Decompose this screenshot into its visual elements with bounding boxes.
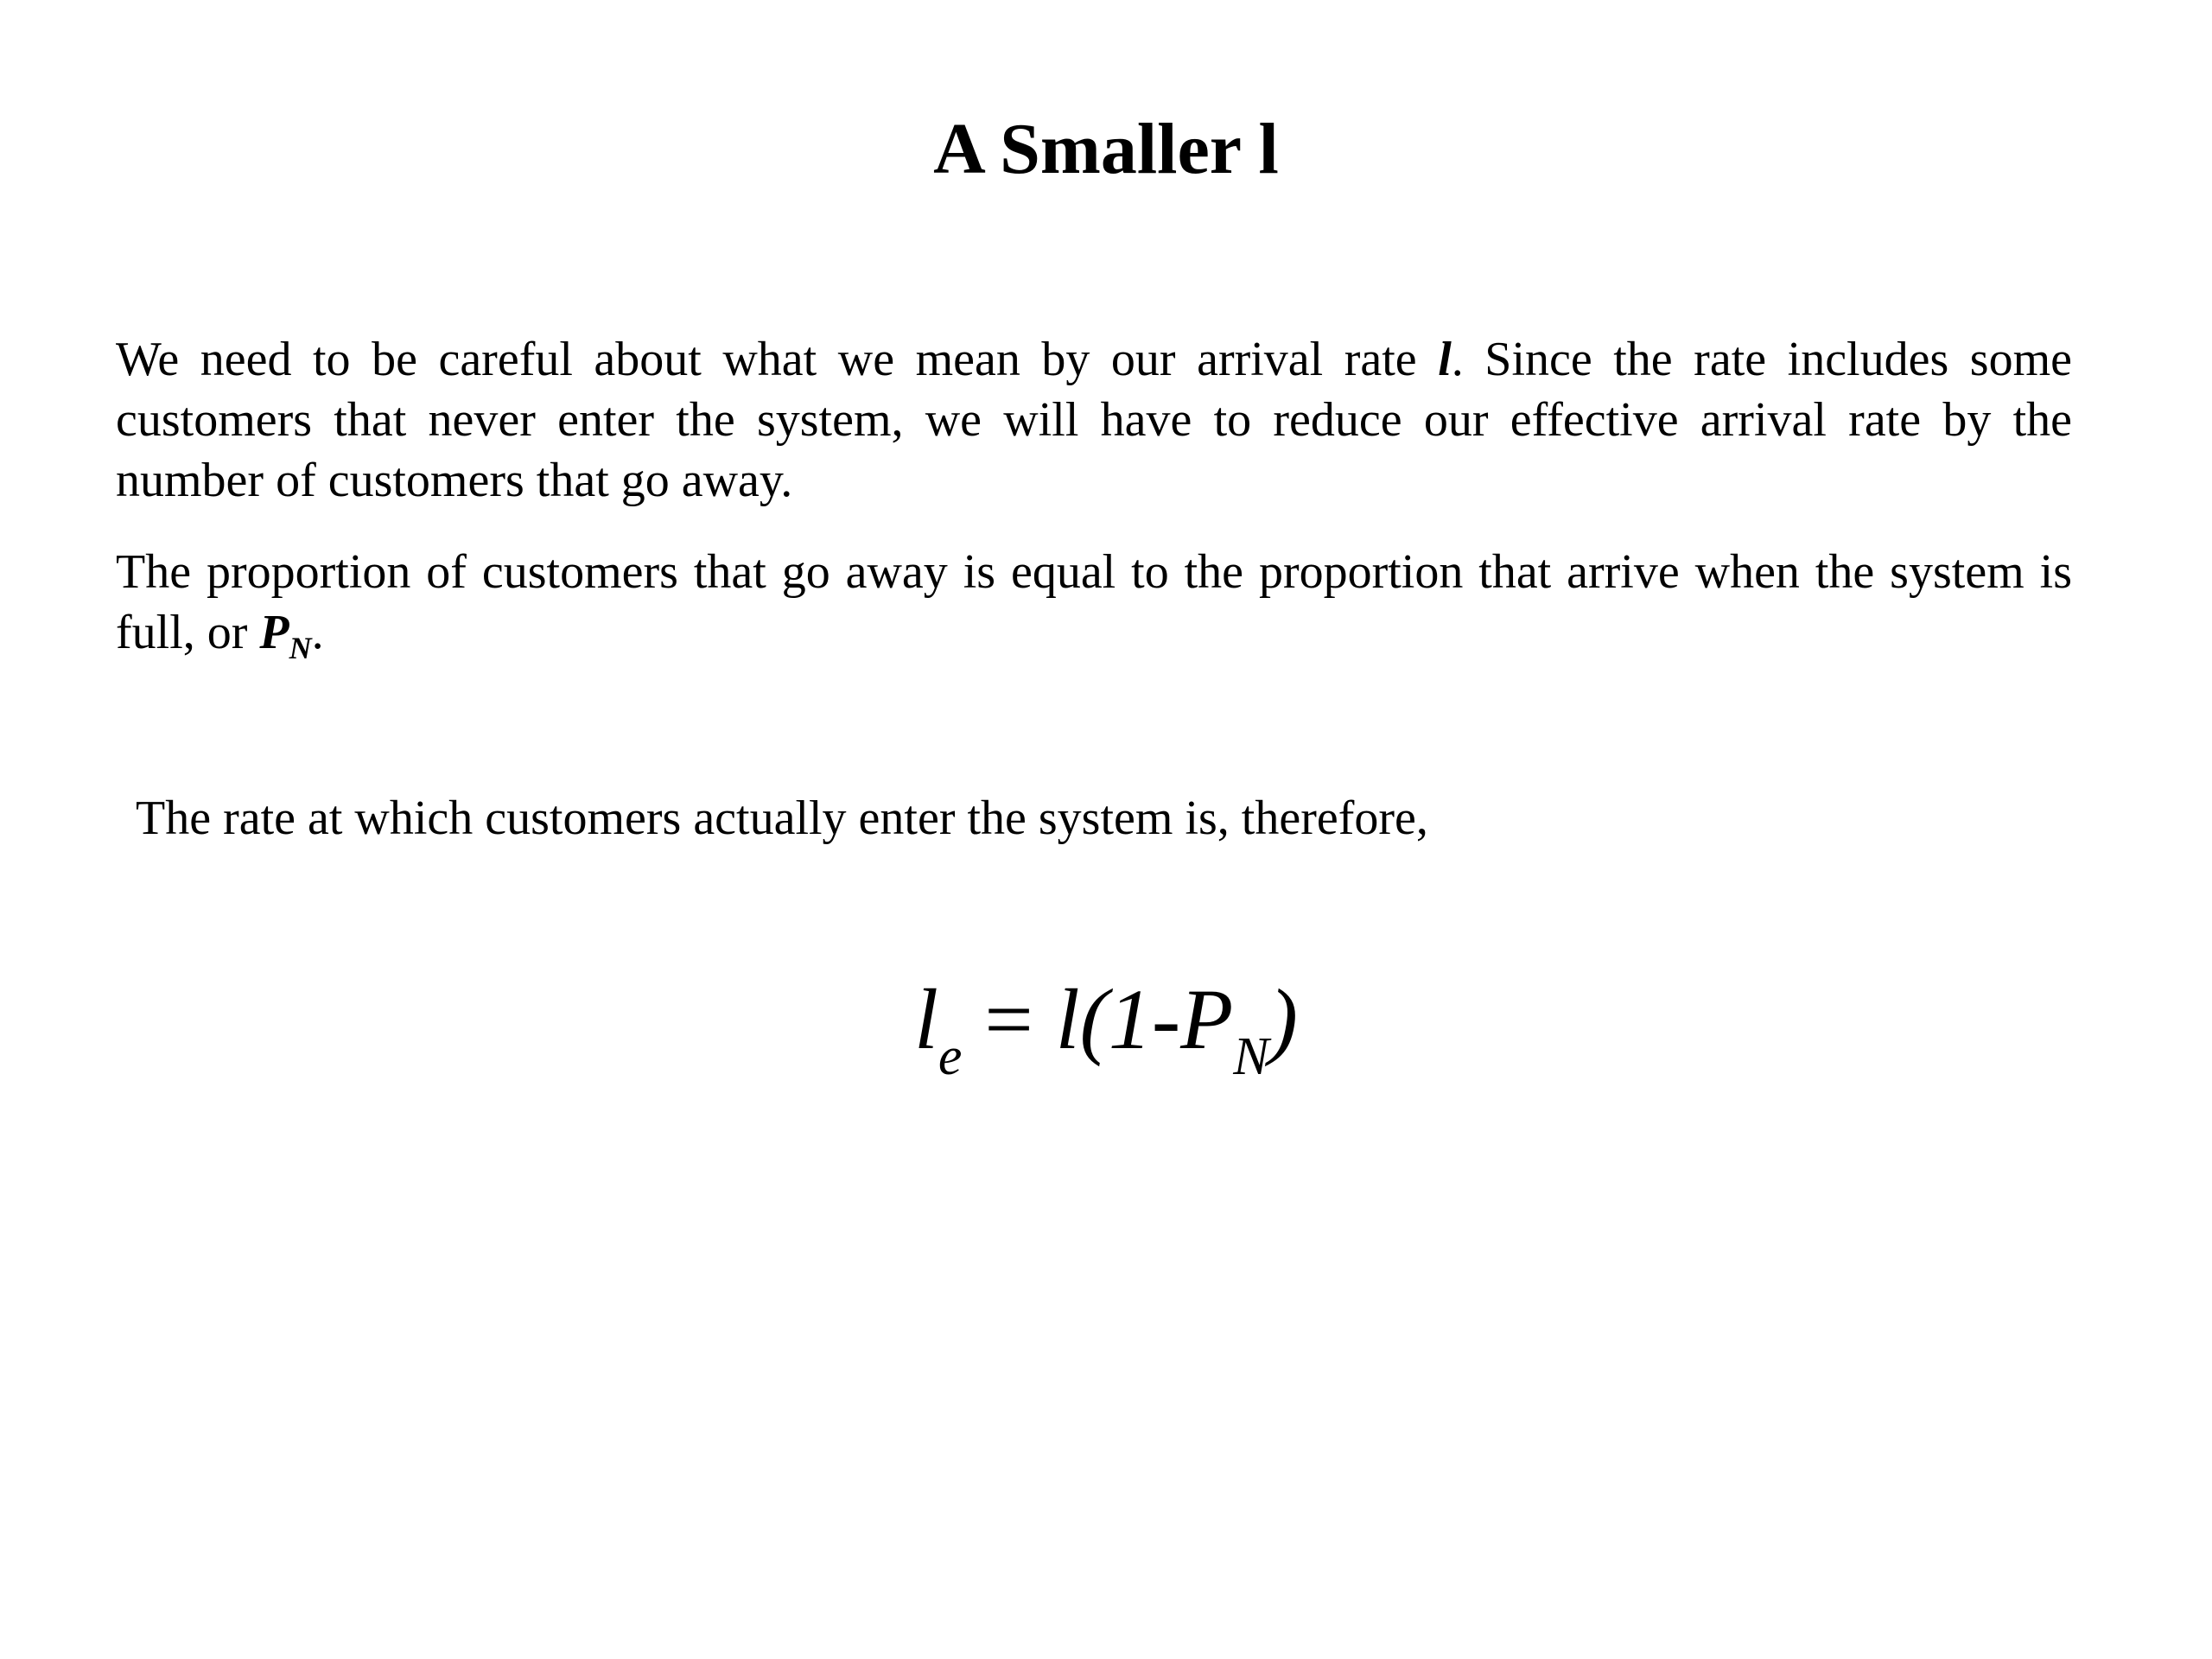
effective-rate-formula bbox=[0, 963, 2212, 1113]
paragraph-arrival-rate-text-start: We need to be careful about what we mean by our arrival rate bbox=[116, 333, 1439, 386]
formula-rhs bbox=[1055, 971, 1298, 1086]
paragraph-proportion-text-end: . bbox=[311, 606, 324, 659]
slide-title: A Smaller l bbox=[933, 109, 1279, 189]
pn-symbol-main: P bbox=[259, 606, 289, 659]
formula-lhs-subscript: e bbox=[938, 1027, 963, 1086]
paragraph-arrival-rate-text-end: . Since the rate includes some customers that never enter the system, we will have to reduce our effective arrival rate by the number of customers that go away. bbox=[116, 333, 2072, 507]
pn-symbol bbox=[259, 606, 312, 665]
formula-rhs-prefix: l(1-P bbox=[1055, 971, 1234, 1067]
formula-lhs-main: l bbox=[914, 971, 938, 1067]
formula-lhs bbox=[914, 971, 963, 1086]
paragraph-effective-rate: The rate at which customers actually enter the system is, therefore, bbox=[136, 791, 1428, 845]
paragraph-proportion-text-start: The proportion of customers that go away is equal to the proportion that arrive when the system is full, or bbox=[116, 545, 2072, 659]
pn-symbol-subscript: N bbox=[289, 631, 312, 665]
formula-rhs-suffix: ) bbox=[1268, 971, 1298, 1067]
paragraph-proportion bbox=[116, 542, 2072, 678]
lambda-symbol: l bbox=[1438, 333, 1452, 386]
paragraph-arrival-rate bbox=[116, 329, 2072, 511]
formula-rhs-subscript: N bbox=[1233, 1027, 1269, 1086]
formula-equals: = bbox=[984, 971, 1033, 1067]
